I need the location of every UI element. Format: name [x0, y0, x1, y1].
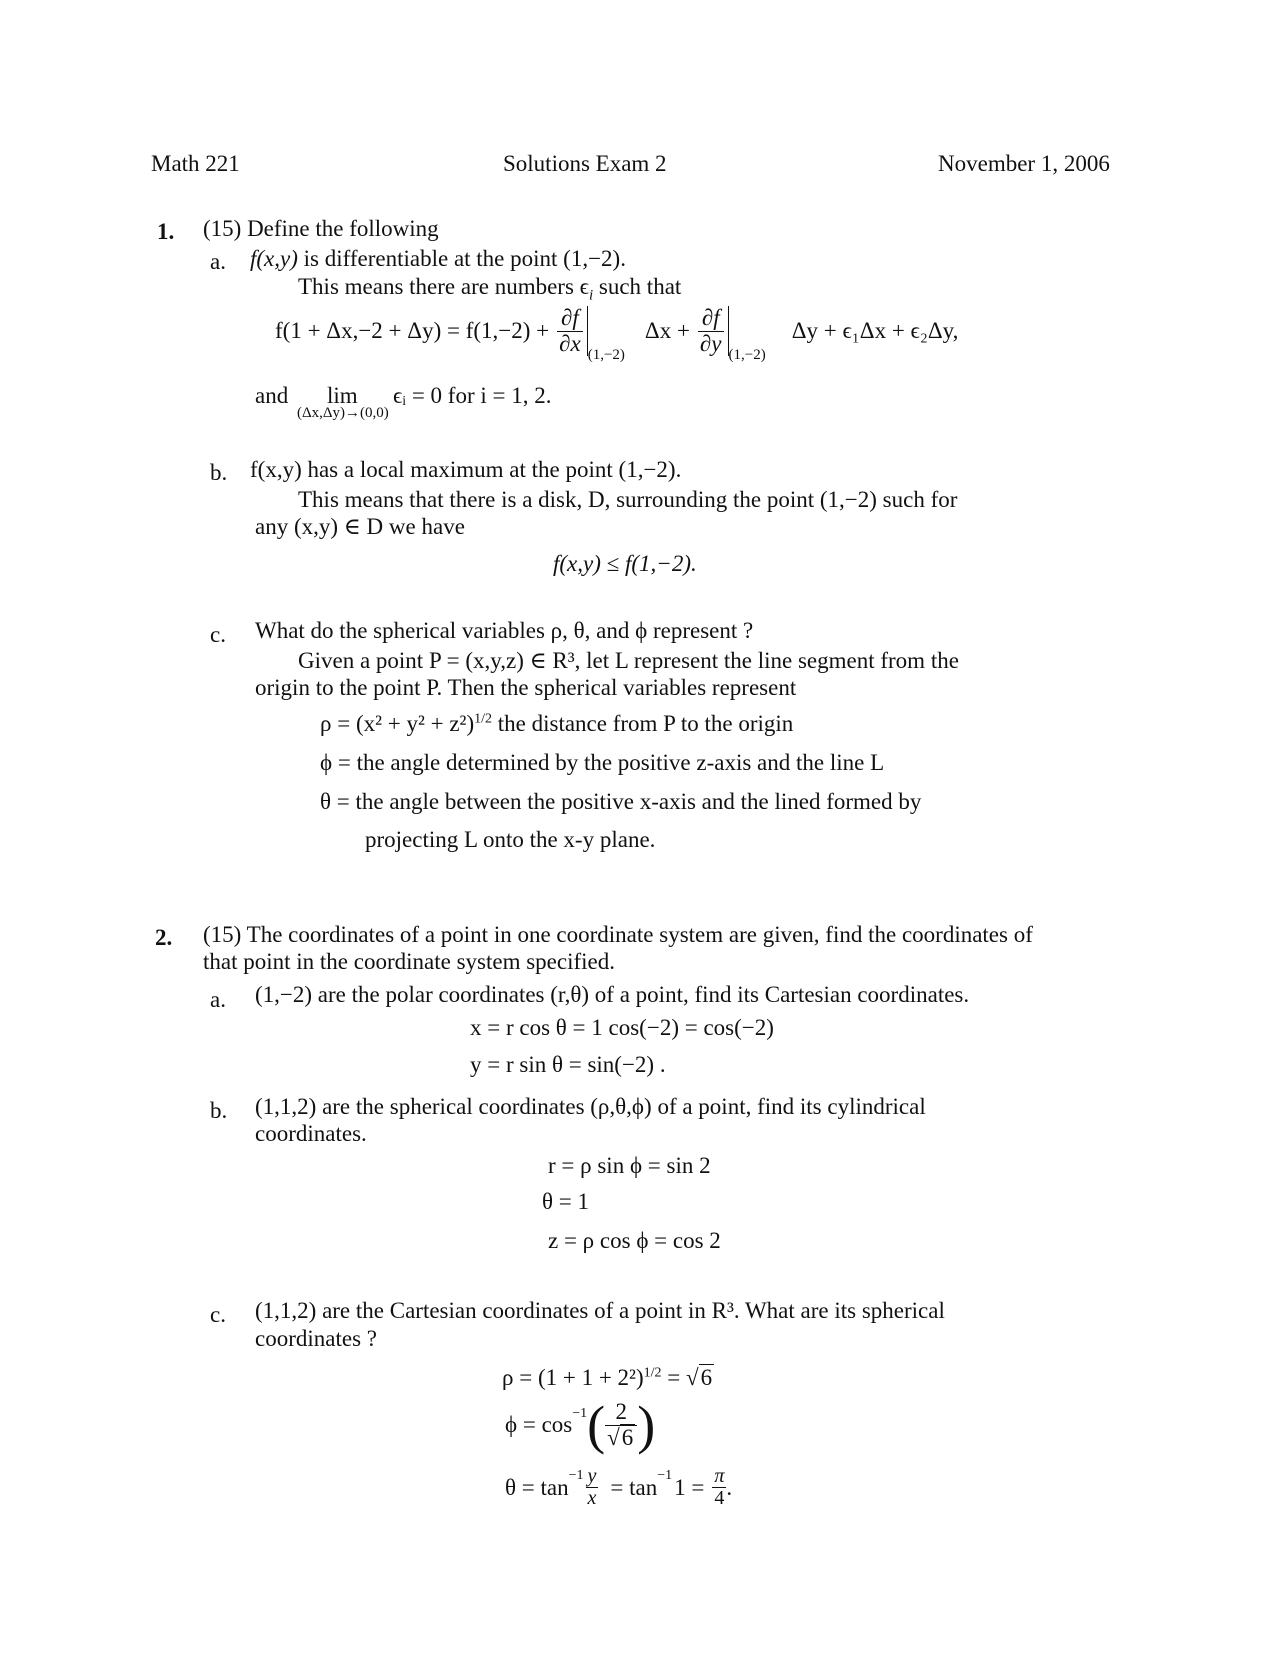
question-prompt: (15) Define the following — [203, 216, 439, 241]
exponent: 1/2 — [643, 1365, 662, 1381]
subscript: i — [588, 287, 594, 304]
inverse-exponent: −1 — [572, 1406, 588, 1421]
evaluation-point: (1,−2) — [728, 347, 766, 363]
page-title: Solutions Exam 2 — [503, 151, 667, 176]
limit-subscript: (Δx,Δy)→(0,0) — [297, 405, 389, 421]
part-statement: (1,1,2) are the Cartesian coordinates of a point in R³. What are its spherical — [255, 1298, 945, 1323]
sqrt-radicand: 6 — [621, 1424, 634, 1450]
equation-tail: Δy + ϵ₁Δx + ϵ₂Δy, — [791, 318, 959, 343]
sqrt-symbol: √ — [685, 1365, 699, 1390]
sqrt-radicand: 6 — [700, 1365, 713, 1390]
rho-meaning: the distance from P to the origin — [492, 711, 794, 736]
part-letter: b. — [210, 1098, 228, 1123]
partial-y-fraction — [698, 306, 724, 355]
part-letter: a. — [210, 987, 226, 1012]
rho-lhs: ρ = (1 + 1 + 2²) — [502, 1365, 644, 1390]
inverse-exponent: −1 — [657, 1468, 673, 1483]
exam-date: November 1, 2006 — [938, 151, 1110, 176]
partial-x-fraction — [557, 306, 583, 355]
left-paren: ( — [587, 1395, 606, 1455]
inverse-exponent: −1 — [568, 1468, 584, 1483]
pi-over-four — [712, 1466, 726, 1509]
denominator: x — [587, 1487, 597, 1509]
part-letter: c. — [210, 1302, 226, 1327]
equation-lhs: f(1 + Δx,−2 + Δy) = f(1,−2) + — [275, 318, 550, 343]
numerator: y — [587, 1465, 597, 1487]
theta-lhs: θ = tan — [505, 1474, 569, 1500]
course-label: Math 221 — [151, 151, 240, 176]
rho-equation — [502, 1365, 714, 1391]
definition-text — [298, 274, 681, 305]
numerator: π — [714, 1465, 725, 1487]
r-equation: r = ρ sin ϕ = sin 2 — [548, 1153, 711, 1178]
part-statement-cont: coordinates ? — [255, 1326, 377, 1351]
text: such that — [593, 274, 682, 299]
theta-equation — [505, 1466, 732, 1509]
rho-definition — [320, 711, 793, 737]
part-letter: a. — [210, 249, 226, 274]
period: . — [726, 1474, 733, 1500]
differentiability-equation — [275, 305, 959, 363]
evaluation-point: (1,−2) — [587, 347, 625, 363]
y-equation: y = r sin θ = sin(−2) . — [470, 1052, 666, 1077]
theta-one: 1 = — [674, 1474, 705, 1500]
question-number: 2. — [155, 925, 173, 950]
text: This means there are numbers ϵ — [298, 274, 589, 299]
denominator: √6 — [605, 1425, 637, 1450]
theta-definition: θ = the angle between the positive x-axis and the lined formed by — [320, 789, 922, 814]
exponent: 1/2 — [474, 711, 492, 727]
limit-operator: lim — [327, 383, 358, 408]
question-number: 1. — [157, 219, 175, 244]
question-prompt-cont: that point in the coordinate system specified. — [203, 949, 615, 974]
definition-text: This means that there is a disk, D, surrounding the point (1,−2) such for — [298, 487, 958, 512]
statement-text: is differentiable at the point (1,−2). — [297, 246, 626, 271]
phi-definition: ϕ = the angle determined by the positive z-axis and the line L — [320, 750, 885, 775]
y-over-x — [586, 1466, 599, 1509]
x-equation: x = r cos θ = 1 cos(−2) = cos(−2) — [470, 1015, 774, 1040]
numerator: 2 — [615, 1399, 627, 1425]
equals: = — [661, 1365, 686, 1390]
equation-middle: Δx + — [644, 318, 690, 343]
numerator: ∂f — [701, 305, 720, 331]
max-inequality: f(x,y) ≤ f(1,−2). — [553, 551, 697, 576]
function-notation: f(x,y) — [250, 246, 298, 271]
part-statement — [250, 246, 626, 272]
right-paren: ) — [637, 1395, 656, 1455]
definition-text: Given a point P = (x,y,z) ∈ R³, let L represent the line segment from the — [298, 648, 959, 673]
part-letter: c. — [210, 622, 226, 647]
definition-text: any (x,y) ∈ D we have — [255, 514, 465, 539]
part-statement: (1,−2) are the polar coordinates (r,θ) of a point, find its Cartesian coordinates. — [255, 982, 970, 1007]
theta-equation: θ = 1 — [542, 1189, 589, 1214]
phi-lhs: ϕ = cos — [505, 1412, 573, 1437]
phi-fraction — [605, 1400, 637, 1449]
part-statement: (1,1,2) are the spherical coordinates (ρ,θ,ϕ) of a point, find its cylindrical — [255, 1094, 926, 1119]
numerator: ∂f — [561, 305, 579, 331]
denominator: 4 — [714, 1487, 725, 1509]
part-statement-cont: coordinates. — [255, 1121, 367, 1146]
part-statement: f(x,y) has a local maximum at the point (1,−2). — [250, 457, 682, 482]
part-letter: b. — [210, 460, 228, 485]
theta-middle: = tan — [610, 1474, 658, 1500]
and-word: and — [255, 383, 289, 408]
z-equation: z = ρ cos ϕ = cos 2 — [548, 1228, 721, 1253]
limit-expression: ϵᵢ = 0 for i = 1, 2. — [393, 383, 552, 408]
denominator: ∂y — [699, 330, 722, 356]
theta-definition-cont: projecting L onto the x-y plane. — [365, 827, 656, 852]
part-statement: What do the spherical variables ρ, θ, and ϕ represent ? — [255, 618, 754, 643]
denominator: ∂x — [559, 330, 581, 356]
definition-text: origin to the point P. Then the spherical variables represent — [255, 675, 797, 700]
question-prompt: (15) The coordinates of a point in one coordinate system are given, find the coordinates of — [203, 922, 1033, 947]
phi-equation — [505, 1395, 656, 1455]
rho-formula: ρ = (x² + y² + z²) — [320, 711, 475, 736]
